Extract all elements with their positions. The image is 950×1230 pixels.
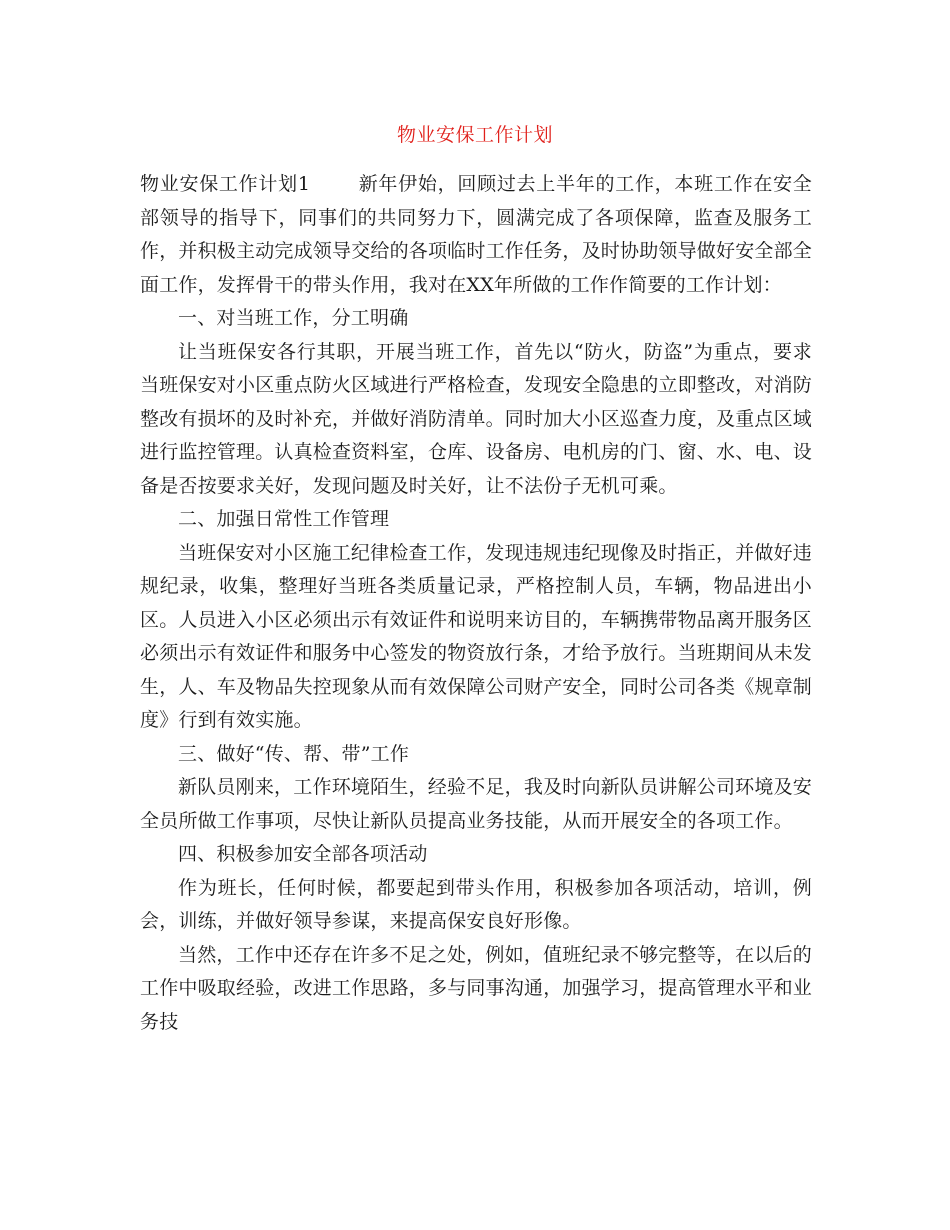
section-heading-3: 三、做好“传、帮、带”工作 (178, 742, 410, 765)
body-paragraph-2: 当班保安对小区施工纪律检查工作，发现违规违纪现像及时指正，并做好违规纪录，收集，整理好当班各类质量记录，严格控制人员，车辆，物品进出小区。人员进入小区必须出示有效证件和说明来访目的，车辆携带物品离开服务区必须出示有效证件和服务中心签发的物资放行条，才给予放行。当班期间从未发生，人、车及物品失控现象从而有效保障公司财产安全，同时公司各类《规章制度》行到有效实施。 (140, 541, 813, 731)
body-paragraph-5: 当然，工作中还存在许多不足之处，例如，值班纪录不够完整等，在以后的工作中吸取经验，改进工作思路，多与同事沟通，加强学习，提高管理水平和业务技 (140, 943, 813, 1033)
intro-paragraph (140, 168, 812, 302)
intro-text: 新年伊始，回顾过去上半年的工作，本班工作在安全部领导的指导下，同事们的共同努力下，圆满完成了各项保障，监查及服务工作，并积极主动完成领导交给的各项临时工作任务，及时协助领导做好安全部全面工作，发挥骨干的带头作用，我对在XX年所做的工作作简要的工作计划： (140, 173, 813, 296)
document-title: 物业安保工作计划 (396, 124, 553, 146)
section-heading-4: 四、积极参加安全部各项活动 (178, 843, 428, 865)
intro-heading: 物业安保工作计划1 (140, 173, 311, 195)
section-heading-2: 二、加强日常性工作管理 (178, 508, 390, 530)
section-heading-1: 一、对当班工作，分工明确 (178, 307, 409, 329)
document-body (140, 168, 812, 1039)
body-paragraph-3: 新队员刚来，工作环境陌生，经验不足，我及时向新队员讲解公司环境及安全员所做工作事项，尽快让新队员提高业务技能，从而开展安全的各项工作。 (140, 776, 812, 832)
body-paragraph-1: 让当班保安各行其职，开展当班工作，首先以“防火，防盗”为重点，要求当班保安对小区重点防火区域进行严格检查，发现安全隐患的立即整改，对消防整改有损坏的及时补充，并做好消防清单。同时加大小区巡查力度，及重点区域进行监控管理。认真检查资料室，仓库、设备房、电机房的门、窗、水、电、设备是否按要求关好，发现问题及时关好，让不法份子无机可乘。 (140, 340, 813, 497)
body-paragraph-4: 作为班长，任何时候，都要起到带头作用，积极参加各项活动，培训，例会，训练，并做好领导参谋，来提高保安良好形像。 (140, 876, 812, 932)
